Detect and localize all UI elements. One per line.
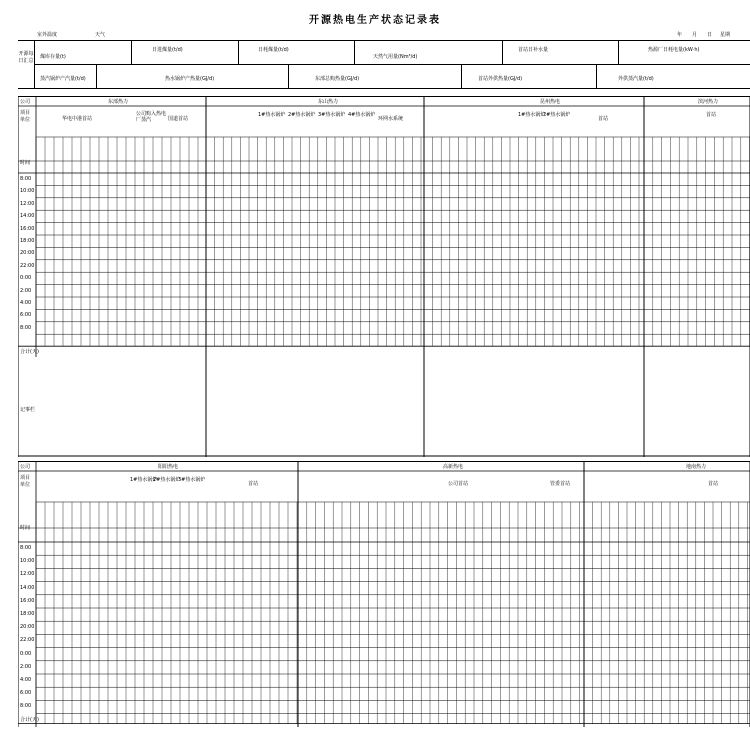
time-row-label: 20:00: [20, 624, 35, 631]
time-row-label: 14:00: [20, 584, 35, 591]
time-row-label: 22:00: [20, 637, 35, 644]
time-row-label: 18:00: [20, 238, 35, 244]
summary-field: 首站日补水量: [518, 47, 549, 53]
date-month-label: 月: [692, 32, 698, 38]
total-label: 合计(天): [20, 717, 39, 723]
summary-field: 蒸汽锅炉产汽量(t/d): [40, 76, 86, 82]
time-row-label: 6:00: [20, 690, 32, 697]
subhead: 3#热水锅炉: [318, 112, 346, 118]
time-row-label: 2:00: [20, 287, 32, 294]
summary-field: 煤库存量(t): [40, 54, 66, 60]
subhead: 首站: [706, 112, 717, 118]
summary-field: 外供蒸汽量(t/d): [618, 76, 654, 82]
subhead: 首站: [598, 116, 609, 122]
time-row-label: 12:00: [20, 571, 35, 578]
subhead: 华电中港首站: [62, 116, 93, 122]
item-unit-label: 项目单位: [20, 475, 31, 488]
top-grid-lines: [18, 97, 750, 457]
subhead: 2#热水锅炉: [543, 112, 571, 118]
bottom-status-table: [18, 461, 750, 727]
time-row-label: 2:00: [20, 663, 32, 670]
subhead: 4#热水锅炉: [348, 112, 376, 118]
subhead: 公司首站: [448, 481, 469, 487]
date-day-label: 日: [707, 32, 713, 38]
summary-field: 东部总购热量(GJ/d): [315, 76, 360, 82]
item-unit-label: 项目单位: [20, 110, 31, 123]
company-label: 公司: [20, 464, 31, 470]
subhead: 环网水系统: [378, 116, 404, 122]
summary-field: 热源厂日耗电量(kW·h): [648, 47, 700, 53]
time-row-label: 14:00: [20, 213, 35, 220]
subhead: 首站: [248, 481, 259, 487]
bottom-grid-lines: [18, 462, 750, 727]
daily-summary: [18, 40, 750, 89]
subhead: 首站: [708, 481, 719, 487]
time-row-label: 6:00: [20, 312, 32, 319]
summary-label: 开源每日汇总: [18, 41, 35, 89]
time-row-label: 8:00: [20, 545, 32, 551]
company-name: 阳阳热电: [158, 464, 179, 470]
subhead: 1#热水锅炉: [130, 477, 158, 483]
company-label: 公司: [20, 99, 31, 105]
time-row-label: 4:00: [20, 300, 32, 306]
time-row-label: 4:00: [20, 677, 32, 683]
total-label: 合计(天): [20, 349, 39, 355]
time-row-label: 18:00: [20, 611, 35, 617]
subhead: 1#热水锅炉: [518, 112, 546, 118]
time-row-label: 16:00: [20, 597, 35, 604]
company-name: 昆州热电: [540, 99, 561, 105]
time-label: 时间: [20, 525, 31, 531]
time-row-label: 8:00: [20, 176, 32, 182]
outdoor-temp-label: 室外温度: [37, 32, 58, 38]
subhead: 公司购入热电厂蒸汽: [136, 111, 167, 123]
summary-field: 日耗煤量(t/d): [258, 47, 289, 53]
company-name: 滨河热力: [698, 99, 719, 105]
date-year-label: 年: [677, 32, 683, 38]
company-name: 东山热力: [318, 99, 339, 105]
summary-field: 天然气用量(Nm³/d): [373, 54, 418, 60]
subhead: 2#热水锅炉: [153, 477, 181, 483]
time-row-label: 0:00: [20, 275, 32, 282]
company-name: 地南热力: [686, 464, 707, 470]
time-row-label: 22:00: [20, 262, 35, 269]
subhead: 国道首站: [168, 116, 189, 122]
summary-field: 首站外供热量(GJ/d): [478, 76, 523, 82]
time-row-label: 8:00: [20, 703, 32, 710]
subhead: 2#热水锅炉: [288, 112, 316, 118]
time-row-label: 0:00: [20, 650, 32, 657]
top-status-table: [18, 96, 750, 457]
summary-field: 热水锅炉产热量(GJ/d): [165, 76, 215, 82]
time-row-label: 10:00: [20, 188, 35, 195]
time-row-label: 12:00: [20, 200, 35, 207]
subhead: 3#热水锅炉: [178, 477, 206, 483]
notes-label: 记事栏: [20, 407, 36, 413]
time-row-label: 16:00: [20, 225, 35, 232]
summary-field: 日进煤量(t/d): [152, 47, 183, 53]
time-row-label: 20:00: [20, 250, 35, 257]
company-name: 高新热电: [443, 464, 464, 470]
subhead: 管委首站: [550, 481, 571, 487]
time-row-label: 10:00: [20, 558, 35, 565]
time-label: 时间: [20, 160, 31, 166]
weather-label: 天气: [95, 32, 106, 38]
date-weekday-label: 星期: [720, 32, 731, 38]
page-title: 开源热电生产状态记录表: [309, 15, 441, 26]
company-name: 东部热力: [108, 99, 129, 105]
subhead: 1#热水锅炉: [258, 112, 286, 118]
time-row-label: 8:00: [20, 324, 32, 331]
